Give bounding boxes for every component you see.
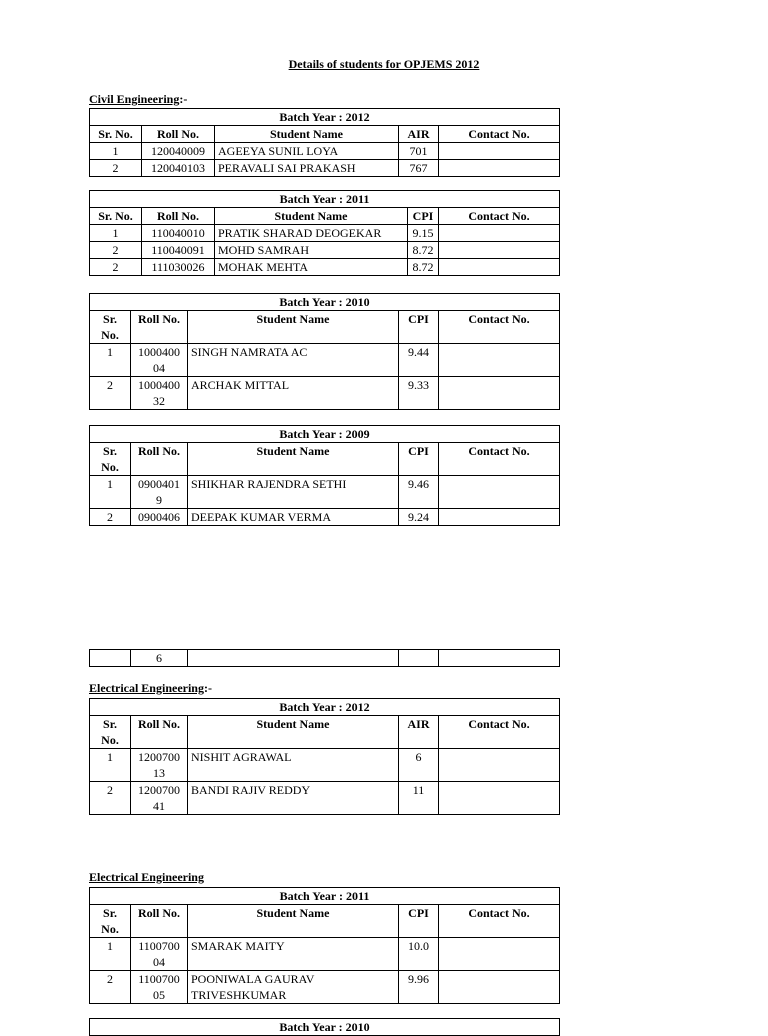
header-cpi: CPI bbox=[399, 311, 439, 344]
header-sr-bottom: No. bbox=[101, 460, 119, 474]
cell-roll bbox=[131, 749, 188, 782]
header-sr-top: Sr. bbox=[103, 312, 117, 326]
cell-cpi: 9.33 bbox=[399, 377, 439, 410]
cell-name: MOHAK MEHTA bbox=[215, 259, 408, 276]
cell-contact bbox=[439, 971, 560, 1004]
cell-sr: 2 bbox=[90, 377, 131, 410]
cell-roll-part1: 1200700 bbox=[138, 750, 180, 764]
cell-contact bbox=[439, 160, 560, 177]
cell-name: AGEEYA SUNIL LOYA bbox=[215, 143, 399, 160]
table-civil-2012 bbox=[89, 108, 560, 177]
cell-sr: 1 bbox=[90, 225, 142, 242]
cell-sr: 2 bbox=[90, 160, 142, 177]
cell-sr: 1 bbox=[90, 143, 142, 160]
cell-sr: 2 bbox=[90, 259, 142, 276]
section-heading-electrical-suffix: :- bbox=[203, 681, 212, 695]
cell-roll bbox=[131, 344, 188, 377]
cell-roll-part1: 1100700 bbox=[138, 972, 180, 986]
cell-roll-part1: 0900401 bbox=[138, 477, 180, 491]
header-contact: Contact No. bbox=[439, 126, 560, 143]
table-row bbox=[90, 782, 560, 815]
table-row bbox=[90, 242, 560, 259]
header-contact: Contact No. bbox=[439, 208, 560, 225]
cell-cpi: 10.0 bbox=[399, 938, 439, 971]
section-heading-electrical-2-label: Electrical Engineering bbox=[89, 870, 204, 884]
header-roll-no: Roll No. bbox=[131, 905, 188, 938]
cell-roll-part1: 1200700 bbox=[138, 783, 180, 797]
cell-air: 11 bbox=[399, 782, 439, 815]
cell-roll-part2: 05 bbox=[153, 988, 165, 1002]
cell-sr: 1 bbox=[90, 938, 131, 971]
cell-name: NISHIT AGRAWAL bbox=[188, 749, 399, 782]
cell-name bbox=[188, 971, 399, 1004]
header-sr-top: Sr. bbox=[103, 906, 117, 920]
cell-cpi: 8.72 bbox=[408, 242, 439, 259]
section-heading-civil bbox=[89, 92, 187, 107]
header-student-name: Student Name bbox=[188, 905, 399, 938]
header-sr-top: Sr. bbox=[103, 717, 117, 731]
cell-contact bbox=[439, 259, 560, 276]
cell-cpi: 9.15 bbox=[408, 225, 439, 242]
cell-cpi: 9.96 bbox=[399, 971, 439, 1004]
cell-roll-part2: 13 bbox=[153, 766, 165, 780]
cell-cpi: 9.46 bbox=[399, 476, 439, 509]
header-roll-no: Roll No. bbox=[142, 126, 215, 143]
header-contact: Contact No. bbox=[439, 905, 560, 938]
table-caption: Batch Year : 2010 bbox=[90, 294, 560, 311]
cell-name: MOHD SAMRAH bbox=[215, 242, 408, 259]
cell-contact bbox=[439, 938, 560, 971]
cell-roll-part1: 1000400 bbox=[138, 345, 180, 359]
cell-sr: 2 bbox=[90, 509, 131, 526]
cell-roll: 111030026 bbox=[142, 259, 215, 276]
header-sr-no: Sr. No. bbox=[90, 126, 142, 143]
cell-roll-part2: 32 bbox=[153, 394, 165, 408]
table-row bbox=[90, 377, 560, 410]
header-student-name: Student Name bbox=[215, 126, 399, 143]
cell-contact bbox=[439, 344, 560, 377]
cell-name: PERAVALI SAI PRAKASH bbox=[215, 160, 399, 177]
header-roll-no: Roll No. bbox=[131, 443, 188, 476]
header-student-name: Student Name bbox=[188, 443, 399, 476]
cell-score bbox=[399, 650, 439, 667]
cell-roll bbox=[131, 476, 188, 509]
table-caption: Batch Year : 2012 bbox=[90, 109, 560, 126]
table-civil-2011 bbox=[89, 190, 560, 276]
table-caption: Batch Year : 2011 bbox=[90, 191, 560, 208]
table-row bbox=[90, 160, 560, 177]
cell-name: PRATIK SHARAD DEOGEKAR bbox=[215, 225, 408, 242]
cell-sr: 2 bbox=[90, 971, 131, 1004]
cell-sr: 1 bbox=[90, 344, 131, 377]
section-heading-civil-suffix: :- bbox=[179, 92, 188, 106]
table-electrical-2010-partial bbox=[89, 1018, 560, 1036]
table-row bbox=[90, 650, 560, 667]
cell-cpi: 9.44 bbox=[399, 344, 439, 377]
table-row bbox=[90, 344, 560, 377]
cell-roll-part2: 04 bbox=[153, 361, 165, 375]
header-student-name: Student Name bbox=[215, 208, 408, 225]
cell-roll bbox=[131, 938, 188, 971]
table-row bbox=[90, 143, 560, 160]
cell-name: DEEPAK KUMAR VERMA bbox=[188, 509, 399, 526]
cell-sr: 1 bbox=[90, 749, 131, 782]
cell-roll-part2: 41 bbox=[153, 799, 165, 813]
header-sr-no bbox=[90, 443, 131, 476]
cell-name-part2: TRIVESHKUMAR bbox=[191, 988, 287, 1002]
cell-air: 701 bbox=[399, 143, 439, 160]
cell-name-part1: POONIWALA GAURAV bbox=[191, 972, 315, 986]
cell-name bbox=[188, 650, 399, 667]
document-title: Details of students for OPJEMS 2012 bbox=[288, 57, 480, 71]
cell-roll: 120040009 bbox=[142, 143, 215, 160]
table-row bbox=[90, 971, 560, 1004]
cell-name: SHIKHAR RAJENDRA SETHI bbox=[188, 476, 399, 509]
cell-name: BANDI RAJIV REDDY bbox=[188, 782, 399, 815]
header-sr-top: Sr. bbox=[103, 444, 117, 458]
header-roll-no: Roll No. bbox=[142, 208, 215, 225]
cell-cpi: 9.24 bbox=[399, 509, 439, 526]
cell-roll: 0900406 bbox=[131, 509, 188, 526]
header-sr-bottom: No. bbox=[101, 733, 119, 747]
header-cpi: CPI bbox=[399, 443, 439, 476]
cell-contact bbox=[439, 509, 560, 526]
table-row bbox=[90, 476, 560, 509]
cell-name: SINGH NAMRATA AC bbox=[188, 344, 399, 377]
table-row bbox=[90, 225, 560, 242]
cell-contact bbox=[439, 225, 560, 242]
cell-contact bbox=[439, 242, 560, 259]
cell-contact bbox=[439, 377, 560, 410]
table-civil-2010 bbox=[89, 293, 560, 410]
table-caption: Batch Year : 2009 bbox=[90, 426, 560, 443]
header-contact: Contact No. bbox=[439, 716, 560, 749]
cell-contact bbox=[439, 476, 560, 509]
header-air: AIR bbox=[399, 716, 439, 749]
header-sr-no bbox=[90, 311, 131, 344]
header-sr-no bbox=[90, 905, 131, 938]
table-caption: Batch Year : 2011 bbox=[90, 888, 560, 905]
cell-roll bbox=[131, 377, 188, 410]
header-cpi: CPI bbox=[408, 208, 439, 225]
header-air: AIR bbox=[399, 126, 439, 143]
cell-roll bbox=[131, 971, 188, 1004]
header-roll-no: Roll No. bbox=[131, 716, 188, 749]
header-student-name: Student Name bbox=[188, 716, 399, 749]
table-caption: Batch Year : 2012 bbox=[90, 699, 560, 716]
table-row bbox=[90, 749, 560, 782]
header-student-name: Student Name bbox=[188, 311, 399, 344]
cell-sr: 1 bbox=[90, 476, 131, 509]
cell-name: ARCHAK MITTAL bbox=[188, 377, 399, 410]
section-heading-civil-label: Civil Engineering bbox=[89, 92, 180, 106]
table-civil-2009 bbox=[89, 425, 560, 526]
cell-contact bbox=[439, 143, 560, 160]
cell-roll-part2: 9 bbox=[156, 493, 162, 507]
header-sr-bottom: No. bbox=[101, 922, 119, 936]
table-row bbox=[90, 938, 560, 971]
header-sr-bottom: No. bbox=[101, 328, 119, 342]
cell-sr: 2 bbox=[90, 782, 131, 815]
cell-roll-part1: 1100700 bbox=[138, 939, 180, 953]
cell-roll bbox=[131, 782, 188, 815]
cell-cpi: 8.72 bbox=[408, 259, 439, 276]
header-sr-no bbox=[90, 716, 131, 749]
header-contact: Contact No. bbox=[439, 311, 560, 344]
header-roll-no: Roll No. bbox=[131, 311, 188, 344]
section-heading-electrical-label: Electrical Engineering bbox=[89, 681, 204, 695]
table-caption: Batch Year : 2010 bbox=[90, 1019, 560, 1036]
cell-air: 6 bbox=[399, 749, 439, 782]
section-heading-electrical bbox=[89, 681, 212, 696]
cell-contact bbox=[439, 650, 560, 667]
cell-sr bbox=[90, 650, 131, 667]
table-electrical-2012 bbox=[89, 698, 560, 815]
table-fragment bbox=[89, 649, 560, 667]
cell-roll: 110040091 bbox=[142, 242, 215, 259]
cell-name: SMARAK MAITY bbox=[188, 938, 399, 971]
header-sr-no: Sr. No. bbox=[90, 208, 142, 225]
header-contact: Contact No. bbox=[439, 443, 560, 476]
cell-roll: 120040103 bbox=[142, 160, 215, 177]
cell-air: 767 bbox=[399, 160, 439, 177]
cell-roll-part2: 04 bbox=[153, 955, 165, 969]
cell-roll: 110040010 bbox=[142, 225, 215, 242]
table-row bbox=[90, 259, 560, 276]
cell-contact bbox=[439, 782, 560, 815]
cell-roll-part1: 1000400 bbox=[138, 378, 180, 392]
cell-contact bbox=[439, 749, 560, 782]
cell-sr: 2 bbox=[90, 242, 142, 259]
table-row bbox=[90, 509, 560, 526]
section-heading-electrical-2 bbox=[89, 870, 204, 885]
cell-roll: 6 bbox=[131, 650, 188, 667]
table-electrical-2011 bbox=[89, 887, 560, 1004]
header-cpi: CPI bbox=[399, 905, 439, 938]
